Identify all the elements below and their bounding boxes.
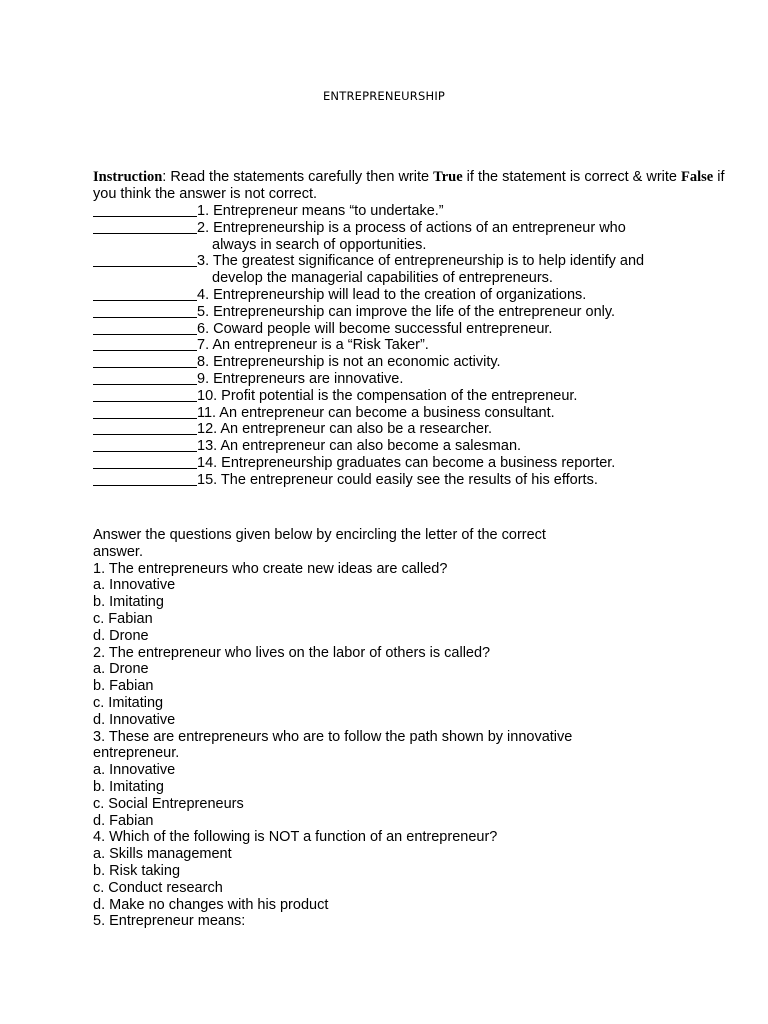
question-1: 1. The entrepreneurs who create new ideas are called? xyxy=(93,560,448,577)
question-5: 5. Entrepreneur means: xyxy=(93,913,246,930)
choice-2b[interactable]: b. Fabian xyxy=(93,678,154,695)
answer-blank[interactable] xyxy=(93,337,197,351)
question-4: 4. Which of the following is NOT a function of an entrepreneur? xyxy=(93,829,498,846)
answer-blank[interactable] xyxy=(93,421,197,435)
question-3: 3. These are entrepreneurs who are to follow the path shown by innovative entrepreneur. xyxy=(93,728,573,762)
tf-statement: 10. Profit potential is the compensation of the entrepreneur. xyxy=(197,387,578,404)
tf-item xyxy=(93,388,733,405)
tf-statement: 15. The entrepreneur could easily see the results of his efforts. xyxy=(197,471,598,488)
answer-blank[interactable] xyxy=(93,354,197,368)
answer-blank[interactable] xyxy=(93,203,197,217)
choice-4d[interactable]: d. Make no changes with his product xyxy=(93,896,329,913)
tf-item xyxy=(93,472,733,489)
tf-statement: 9. Entrepreneurs are innovative. xyxy=(197,370,404,387)
choice-3c[interactable]: c. Social Entrepreneurs xyxy=(93,795,244,812)
tf-statement: 7. An entrepreneur is a “Risk Taker”. xyxy=(197,337,429,354)
mc-instructions: Answer the questions given below by encircling the letter of the correct answer. xyxy=(93,527,546,560)
tf-statement: 4. Entrepreneurship will lead to the creation of organizations. xyxy=(197,286,587,303)
tf-statement: 5. Entrepreneurship can improve the life of the entrepreneur only. xyxy=(197,303,616,320)
question-2: 2. The entrepreneur who lives on the labor of others is called? xyxy=(93,644,491,661)
answer-blank[interactable] xyxy=(93,455,197,469)
answer-blank[interactable] xyxy=(93,321,197,335)
tf-statement: 8. Entrepreneurship is not an economic activity. xyxy=(197,354,501,371)
choice-1b[interactable]: b. Imitating xyxy=(93,594,164,611)
answer-blank[interactable] xyxy=(93,253,197,267)
tf-item xyxy=(93,421,733,438)
tf-statement: 14. Entrepreneurship graduates can become a business reporter. xyxy=(197,454,616,471)
choice-3a[interactable]: a. Innovative xyxy=(93,762,176,779)
instruction-label: Instruction xyxy=(93,169,163,185)
choice-1a[interactable]: a. Innovative xyxy=(93,577,176,594)
choice-2c[interactable]: c. Imitating xyxy=(93,694,164,711)
tf-statement: 12. An entrepreneur can also be a researcher. xyxy=(197,421,493,438)
choice-4c[interactable]: c. Conduct research xyxy=(93,879,223,896)
tf-statement: 11. An entrepreneur can become a business consultant. xyxy=(197,404,555,421)
choice-2d[interactable]: d. Innovative xyxy=(93,711,176,728)
choice-1d[interactable]: d. Drone xyxy=(93,627,149,644)
tf-item xyxy=(93,354,733,371)
tf-item xyxy=(93,438,733,455)
answer-blank[interactable] xyxy=(93,220,197,234)
tf-statement: 2. Entrepreneurship is a process of actions of an entrepreneur who always in search of opportunities. xyxy=(197,219,626,253)
answer-blank[interactable] xyxy=(93,438,197,452)
tf-statement: 13. An entrepreneur can also become a salesman. xyxy=(197,438,522,455)
tf-statement: 1. Entrepreneur means “to undertake.” xyxy=(197,203,444,219)
false-keyword: False xyxy=(681,169,714,185)
choice-3d[interactable]: d. Fabian xyxy=(93,812,154,829)
tf-item xyxy=(93,337,733,354)
tf-statement: 3. The greatest significance of entrepreneurship is to help identify and develop the managerial capabilities of entrepreneurs. xyxy=(197,253,645,287)
tf-item xyxy=(93,455,733,472)
tf-statement: 6. Coward people will become successful entrepreneur. xyxy=(197,320,553,337)
instruction-text-3: if you think the answer is not correct. xyxy=(93,169,725,202)
answer-blank[interactable] xyxy=(93,287,197,301)
answer-blank[interactable] xyxy=(93,405,197,419)
tf-item xyxy=(93,287,733,304)
true-keyword: True xyxy=(433,169,463,185)
tf-item xyxy=(93,253,733,287)
multiple-choice-section xyxy=(93,527,733,930)
choice-4a[interactable]: a. Skills management xyxy=(93,846,232,863)
answer-blank[interactable] xyxy=(93,472,197,486)
tf-item xyxy=(93,321,733,338)
tf-item xyxy=(93,203,733,220)
choice-1c[interactable]: c. Fabian xyxy=(93,610,153,627)
tf-item xyxy=(93,304,733,321)
choice-2a[interactable]: a. Drone xyxy=(93,661,149,678)
answer-blank[interactable] xyxy=(93,304,197,318)
tf-item xyxy=(93,405,733,422)
instruction-text-2: if the statement is correct & write xyxy=(462,169,682,185)
true-false-list xyxy=(93,203,733,489)
instruction-text-1: : Read the statements carefully then write xyxy=(162,169,434,185)
answer-blank[interactable] xyxy=(93,388,197,402)
choice-4b[interactable]: b. Risk taking xyxy=(93,862,181,879)
choice-3b[interactable]: b. Imitating xyxy=(93,778,164,795)
answer-blank[interactable] xyxy=(93,371,197,385)
instruction-paragraph xyxy=(93,169,733,203)
tf-item xyxy=(93,220,733,254)
tf-item xyxy=(93,371,733,388)
page-title: ENTREPRENEURSHIP xyxy=(322,89,446,103)
